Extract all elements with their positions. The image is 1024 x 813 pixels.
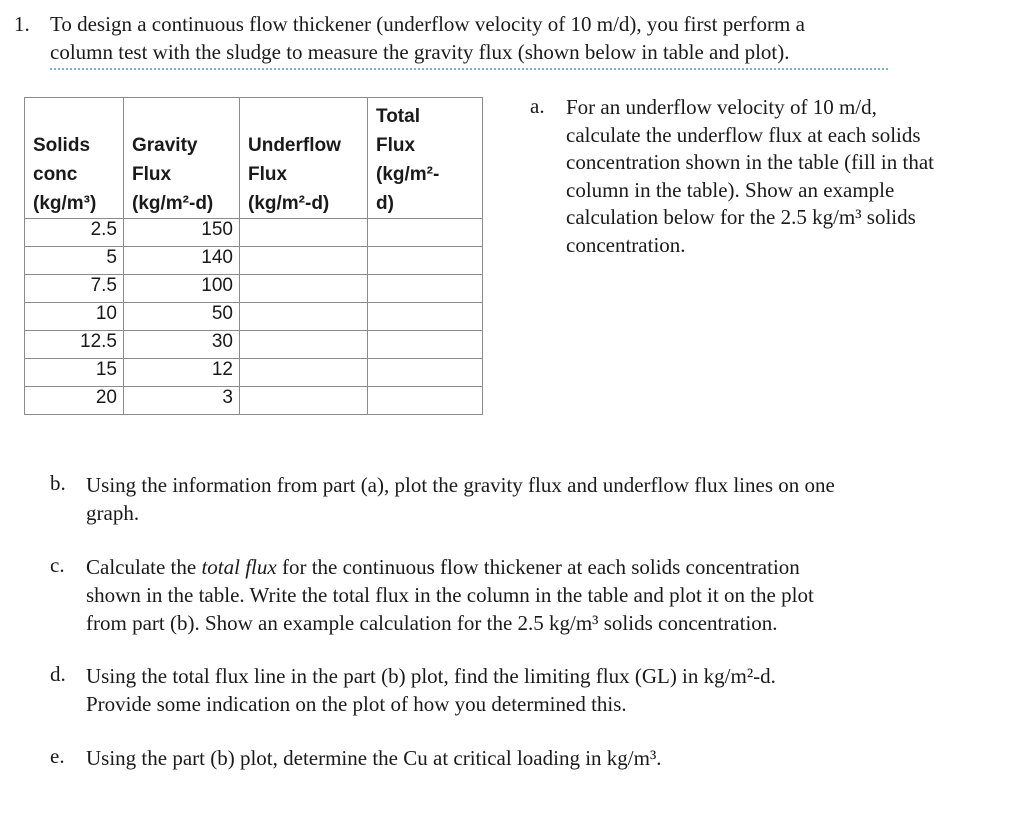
cell-gravity-flux: 30	[124, 331, 240, 359]
table-row	[25, 359, 483, 387]
part-c-line1-end: for the continuous flow thickener at each solids concentration	[276, 555, 800, 579]
header-text: Gravity	[132, 135, 198, 156]
cell-underflow-flux[interactable]	[240, 275, 368, 303]
cell-conc: 10	[25, 303, 124, 331]
part-d-label: d.	[50, 662, 66, 686]
part-a-line: calculation below for the 2.5 kg/m³ solids	[566, 205, 916, 229]
cell-gravity-flux: 50	[124, 303, 240, 331]
spellcheck-underline	[50, 68, 888, 70]
header-text: Flux	[376, 135, 416, 156]
cell-conc: 15	[25, 359, 124, 387]
part-d-text	[86, 662, 776, 718]
part-a-line: column in the table). Show an example	[566, 177, 895, 202]
cell-total-flux[interactable]	[368, 359, 483, 387]
header-underflow-flux	[240, 98, 368, 219]
part-b-line: Using the information from part (a), plot the gravity flux and underflow flux lines on one	[86, 473, 835, 497]
part-c-line: from part (b). Show an example calculation for the 2.5 kg/m³ solids concentration.	[86, 611, 778, 635]
table-row	[25, 303, 483, 331]
part-b-line: graph.	[86, 501, 140, 525]
question-text-line-2: column test with the sludge to measure the gravity flux (shown below in table and plot).	[50, 40, 790, 64]
cell-gravity-flux: 12	[124, 359, 240, 387]
cell-total-flux[interactable]	[368, 247, 483, 275]
flux-table	[24, 97, 483, 415]
header-solids-conc	[25, 98, 124, 219]
cell-total-flux[interactable]	[368, 387, 483, 415]
cell-conc: 7.5	[25, 275, 124, 303]
cell-conc: 20	[25, 387, 124, 415]
question-number: 1.	[14, 12, 30, 36]
cell-underflow-flux[interactable]	[240, 219, 368, 247]
header-text: conc	[33, 164, 78, 185]
part-c-line: shown in the table. Write the total flux in the column in the table and plot it on the plot	[86, 583, 814, 607]
part-e-label: e.	[50, 744, 65, 768]
part-a-line: For an underflow velocity of 10 m/d,	[566, 95, 877, 119]
question-text-line-1: To design a continuous flow thickener (underflow velocity of 10 m/d), you first perform a	[50, 12, 805, 36]
header-gravity-flux	[124, 98, 240, 219]
table-row	[25, 219, 483, 247]
header-text: (kg/m³)	[33, 193, 97, 214]
header-text: Total	[376, 106, 420, 127]
cell-gravity-flux: 3	[124, 387, 240, 415]
part-c-line	[86, 553, 814, 581]
part-e-line: Using the part (b) plot, determine the Cu at critical loading in kg/m³.	[86, 746, 662, 770]
table-row	[25, 387, 483, 415]
cell-underflow-flux[interactable]	[240, 303, 368, 331]
part-a-line: calculate the underflow flux at each solids	[566, 122, 921, 147]
part-c-label: c.	[50, 553, 65, 577]
table-header-row	[25, 98, 483, 219]
part-d-line: Provide some indication on the plot of how you determined this.	[86, 692, 627, 716]
cell-conc: 2.5	[25, 219, 124, 247]
table-row	[25, 331, 483, 359]
cell-total-flux[interactable]	[368, 275, 483, 303]
part-c-text	[86, 553, 814, 637]
header-text: Underflow	[248, 135, 341, 156]
header-text: (kg/m²-d)	[132, 193, 214, 214]
header-total-flux	[368, 98, 483, 219]
header-text: d)	[376, 193, 394, 214]
cell-total-flux[interactable]	[368, 219, 483, 247]
table-row	[25, 247, 483, 275]
header-text: Flux	[248, 164, 288, 185]
part-b-text	[86, 471, 835, 527]
cell-total-flux[interactable]	[368, 303, 483, 331]
header-text: (kg/m²-d)	[248, 193, 330, 214]
part-c-line1-start: Calculate the	[86, 555, 202, 579]
part-c-emphasis: total flux	[201, 555, 277, 579]
table-row	[25, 275, 483, 303]
cell-gravity-flux: 150	[124, 219, 240, 247]
part-a-line: concentration.	[566, 232, 686, 257]
part-e-text	[86, 744, 662, 772]
part-d-line: Using the total flux line in the part (b) plot, find the limiting flux (GL) in kg/m²-d.	[86, 664, 776, 688]
cell-conc: 12.5	[25, 331, 124, 359]
part-a-label: a.	[530, 94, 545, 118]
cell-conc: 5	[25, 247, 124, 275]
cell-underflow-flux[interactable]	[240, 331, 368, 359]
part-b-label: b.	[50, 471, 66, 495]
part-a-line: concentration shown in the table (fill in that	[566, 150, 934, 174]
cell-underflow-flux[interactable]	[240, 247, 368, 275]
header-text: Solids	[33, 135, 91, 156]
part-a-text	[566, 94, 934, 259]
cell-total-flux[interactable]	[368, 331, 483, 359]
cell-underflow-flux[interactable]	[240, 387, 368, 415]
cell-gravity-flux: 100	[124, 275, 240, 303]
cell-gravity-flux: 140	[124, 247, 240, 275]
cell-underflow-flux[interactable]	[240, 359, 368, 387]
header-text: Flux	[132, 164, 172, 185]
header-text: (kg/m²-	[376, 164, 440, 185]
